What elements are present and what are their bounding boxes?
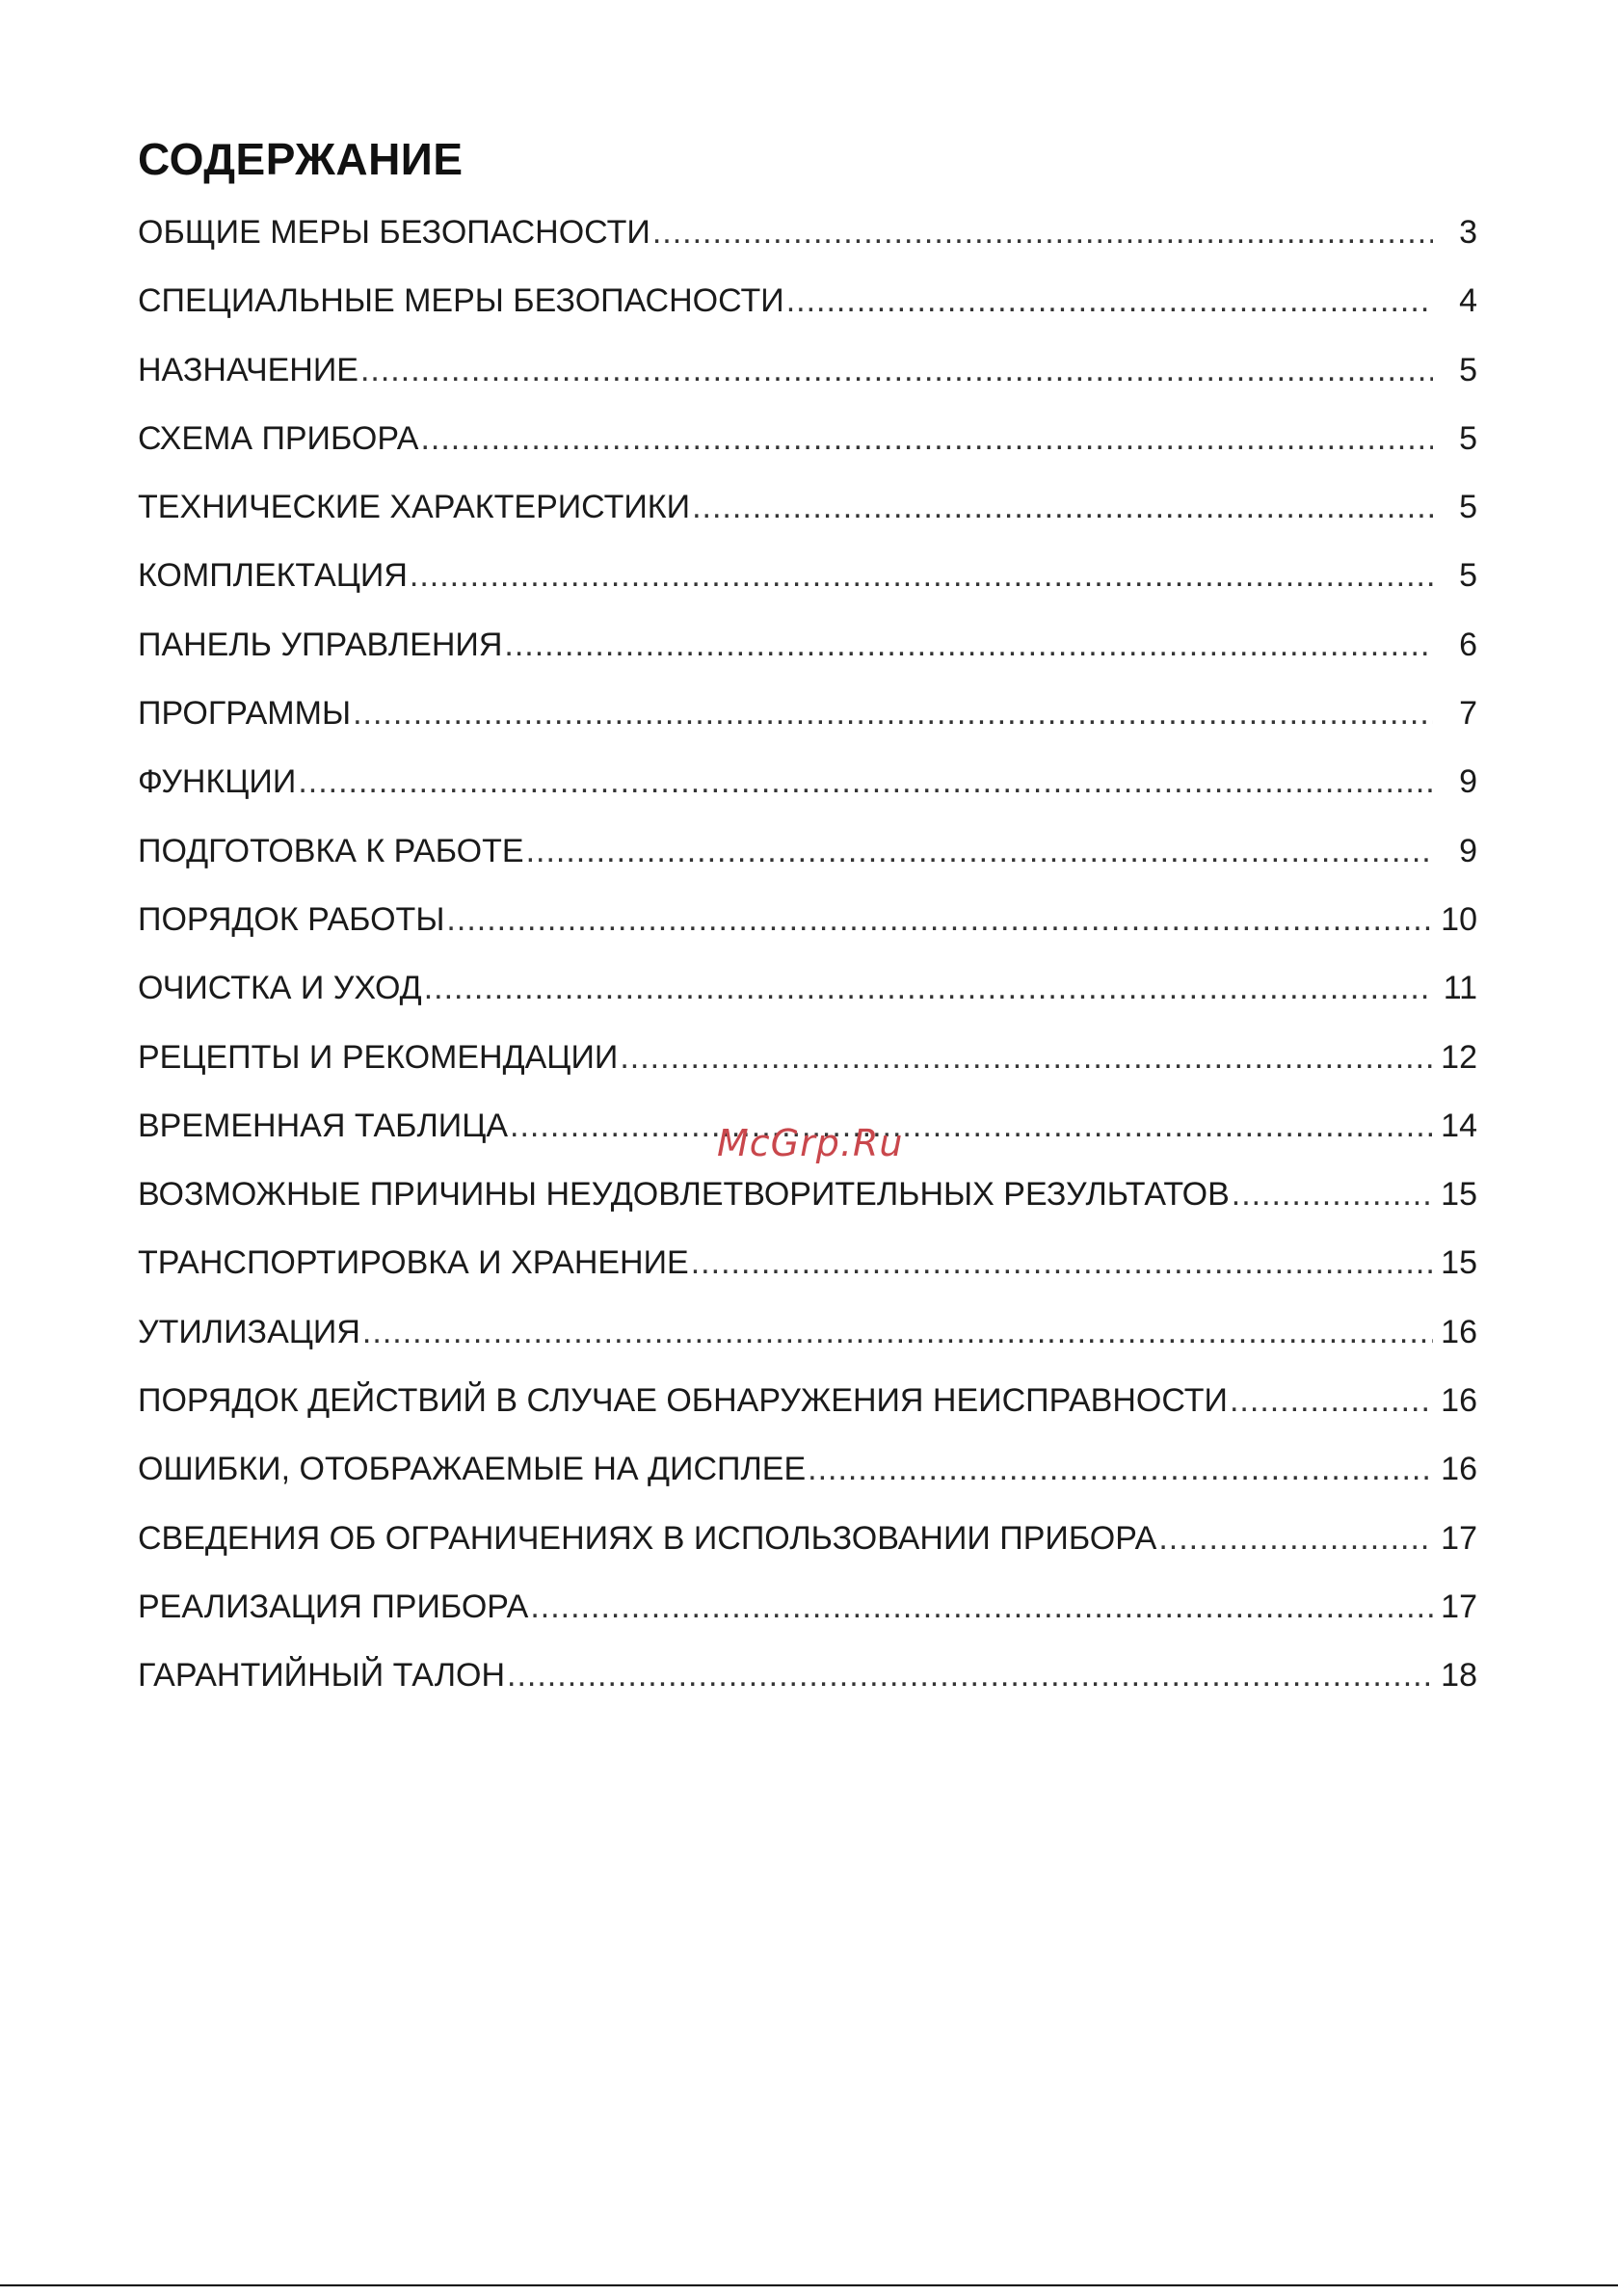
toc-entry[interactable] — [138, 619, 1477, 687]
toc-entry[interactable] — [138, 1443, 1477, 1511]
toc-entry[interactable] — [138, 894, 1477, 962]
toc-entry-label: ВОЗМОЖНЫЕ ПРИЧИНЫ НЕУДОВЛЕТВОРИТЕЛЬНЫХ РЕЗУЛЬТАТОВ — [138, 1176, 1230, 1214]
toc-entry-page: 11 — [1443, 970, 1477, 1007]
toc-entry-label: ВРЕМЕННАЯ ТАБЛИЦА — [138, 1107, 509, 1144]
toc-leader-dots — [786, 275, 1433, 327]
toc-leader-dots — [353, 687, 1433, 739]
page-title: СОДЕРЖАНИЕ — [138, 134, 464, 184]
toc-leader-dots — [1158, 1512, 1433, 1564]
toc-entry-page: 16 — [1441, 1313, 1477, 1350]
toc-entry-page: 10 — [1441, 900, 1477, 938]
toc-leader-dots — [504, 619, 1433, 671]
toc-leader-dots — [362, 1306, 1433, 1358]
toc-entry-page: 4 — [1459, 282, 1477, 320]
toc-entry-page: 17 — [1441, 1519, 1477, 1557]
toc-entry[interactable] — [138, 1031, 1477, 1100]
toc-leader-dots — [360, 344, 1433, 396]
toc-entry-page: 9 — [1459, 763, 1477, 801]
toc-entry-label: УТИЛИЗАЦИЯ — [138, 1313, 360, 1350]
toc-entry[interactable] — [138, 549, 1477, 618]
toc-entry-label: РЕАЛИЗАЦИЯ ПРИБОРА — [138, 1588, 529, 1625]
toc-entry-page: 5 — [1459, 489, 1477, 526]
toc-entry-label: ОБЩИЕ МЕРЫ БЕЗОПАСНОСТИ — [138, 214, 650, 251]
toc-leader-dots — [691, 1237, 1433, 1289]
toc-entry[interactable] — [138, 1306, 1477, 1375]
toc-entry[interactable] — [138, 481, 1477, 549]
toc-entry-label: СПЕЦИАЛЬНЫЕ МЕРЫ БЕЗОПАСНОСТИ — [138, 282, 784, 320]
toc-leader-dots — [424, 962, 1433, 1014]
toc-leader-dots — [1230, 1375, 1433, 1427]
toc-leader-dots — [530, 1581, 1433, 1633]
toc-entry-page: 17 — [1441, 1588, 1477, 1625]
toc-leader-dots — [446, 894, 1433, 946]
toc-entry-label: ПОРЯДОК РАБОТЫ — [138, 900, 445, 938]
toc-leader-dots — [507, 1649, 1433, 1701]
toc-entry[interactable] — [138, 687, 1477, 756]
table-of-contents — [138, 206, 1477, 1719]
toc-leader-dots — [692, 481, 1433, 533]
toc-leader-dots — [526, 825, 1433, 877]
toc-entry[interactable] — [138, 756, 1477, 824]
toc-entry-page: 14 — [1441, 1107, 1477, 1144]
toc-entry-label: РЕЦЕПТЫ И РЕКОМЕНДАЦИИ — [138, 1038, 619, 1076]
toc-entry[interactable] — [138, 1375, 1477, 1443]
toc-entry[interactable] — [138, 413, 1477, 481]
toc-leader-dots — [808, 1443, 1433, 1495]
toc-entry-label: ПОРЯДОК ДЕЙСТВИЙ В СЛУЧАЕ ОБНАРУЖЕНИЯ НЕИСПРАВНОСТИ — [138, 1382, 1228, 1420]
toc-entry-label: КОМПЛЕКТАЦИЯ — [138, 557, 408, 595]
toc-entry-page: 5 — [1459, 557, 1477, 595]
toc-entry-page: 16 — [1441, 1451, 1477, 1488]
toc-entry[interactable] — [138, 962, 1477, 1030]
toc-entry[interactable] — [138, 344, 1477, 413]
toc-entry-label: ОЧИСТКА И УХОД — [138, 970, 422, 1007]
toc-leader-dots — [1232, 1168, 1433, 1220]
watermark: McGrp.Ru — [717, 1122, 904, 1164]
toc-entry[interactable] — [138, 1512, 1477, 1581]
toc-entry-page: 7 — [1459, 695, 1477, 733]
toc-entry-label: ПРОГРАММЫ — [138, 695, 352, 733]
toc-leader-dots — [410, 549, 1433, 601]
toc-entry-label: НАЗНАЧЕНИЕ — [138, 351, 358, 388]
toc-entry-label: СХЕМА ПРИБОРА — [138, 419, 419, 457]
toc-entry[interactable] — [138, 1168, 1477, 1237]
toc-leader-dots — [420, 413, 1433, 465]
toc-entry-page: 16 — [1441, 1382, 1477, 1420]
page-bottom-rule — [0, 2284, 1618, 2286]
toc-leader-dots — [620, 1031, 1433, 1083]
toc-leader-dots — [298, 756, 1433, 808]
toc-entry-page: 15 — [1441, 1244, 1477, 1282]
toc-entry-page: 3 — [1459, 214, 1477, 251]
toc-entry[interactable] — [138, 1649, 1477, 1718]
toc-entry-label: ТЕХНИЧЕСКИЕ ХАРАКТЕРИСТИКИ — [138, 489, 691, 526]
toc-entry-label: ФУНКЦИИ — [138, 763, 297, 801]
toc-entry-label: ОШИБКИ, ОТОБРАЖАЕМЫЕ НА ДИСПЛЕЕ — [138, 1451, 807, 1488]
toc-entry-page: 6 — [1459, 626, 1477, 663]
toc-entry[interactable] — [138, 275, 1477, 343]
toc-entry-label: ТРАНСПОРТИРОВКА И ХРАНЕНИЕ — [138, 1244, 689, 1282]
toc-entry-label: СВЕДЕНИЯ ОБ ОГРАНИЧЕНИЯХ В ИСПОЛЬЗОВАНИИ ПРИБОРА — [138, 1519, 1157, 1557]
toc-entry[interactable] — [138, 1237, 1477, 1305]
toc-entry-page: 15 — [1441, 1176, 1477, 1214]
toc-entry-label: ПОДГОТОВКА К РАБОТЕ — [138, 832, 524, 869]
toc-leader-dots — [652, 206, 1433, 258]
toc-entry-page: 9 — [1459, 832, 1477, 869]
toc-entry[interactable] — [138, 206, 1477, 275]
toc-entry-page: 5 — [1459, 419, 1477, 457]
toc-leader-dots — [510, 1100, 1433, 1152]
toc-entry[interactable] — [138, 1581, 1477, 1649]
toc-entry[interactable] — [138, 825, 1477, 894]
toc-entry-label: ПАНЕЛЬ УПРАВЛЕНИЯ — [138, 626, 503, 663]
toc-entry-page: 18 — [1441, 1657, 1477, 1695]
toc-entry-label: ГАРАНТИЙНЫЙ ТАЛОН — [138, 1657, 506, 1695]
toc-entry-page: 12 — [1441, 1038, 1477, 1076]
toc-entry-page: 5 — [1459, 351, 1477, 388]
